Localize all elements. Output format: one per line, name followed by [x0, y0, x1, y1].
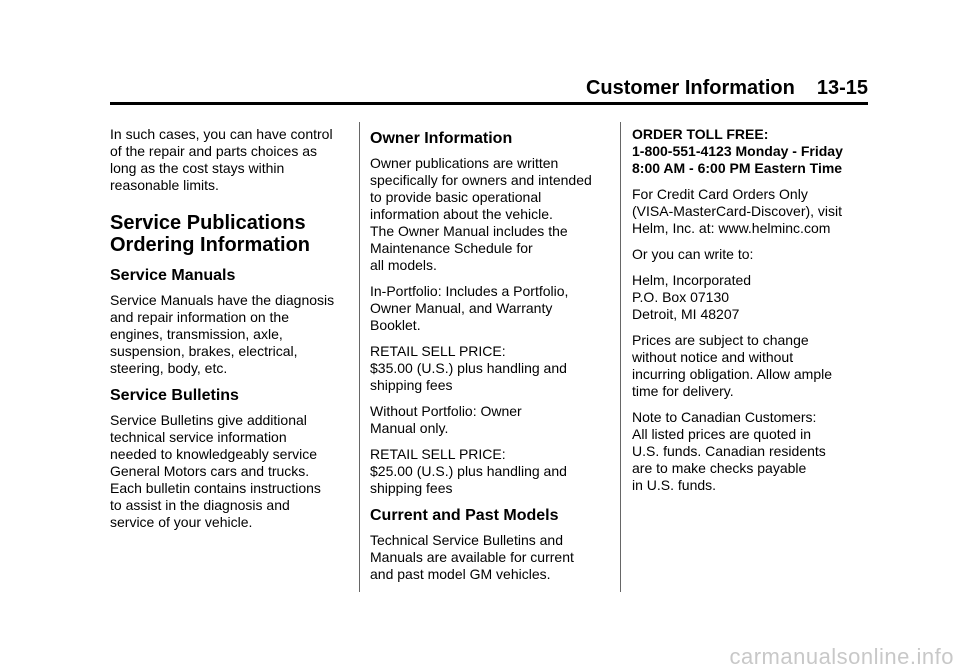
- without-portfolio-text: Without Portfolio: Owner Manual only.: [370, 403, 522, 436]
- current-past-models-heading: Current and Past Models: [370, 507, 559, 524]
- in-portfolio-text: In-Portfolio: Includes a Portfolio, Owner Manual, and Warranty Booklet.: [370, 283, 569, 333]
- header-rule: [110, 102, 868, 105]
- prices-notice: Prices are subject to change without notice and without incurring obligation. Allow ample time for delivery.: [632, 332, 832, 399]
- column-1: [110, 126, 350, 540]
- order-toll-free: ORDER TOLL FREE: 1-800-551-4123 Monday - Friday 8:00 AM - 6:00 PM Eastern Time: [632, 126, 843, 176]
- retail-price-2: RETAIL SELL PRICE: $25.00 (U.S.) plus handling and shipping fees: [370, 446, 567, 496]
- service-manuals-text: Service Manuals have the diagnosis and repair information on the engines, transmission, axle, suspension, brakes, electrical, steering, body, etc.: [110, 292, 335, 376]
- current-past-models-text: Technical Service Bulletins and Manuals are available for current and past model GM vehicles.: [370, 532, 574, 582]
- write-to-text: Or you can write to:: [632, 246, 754, 262]
- owner-information-heading: Owner Information: [370, 130, 513, 147]
- owner-information-text: Owner publications are written specifically for owners and intended to provide basic operational information about the vehicle. The Owner Manual includes the Maintenance Schedule for all models.: [370, 155, 592, 273]
- section-heading: Service Publications Ordering Information: [110, 212, 310, 256]
- column-3: [632, 126, 872, 503]
- service-manuals-heading: Service Manuals: [110, 267, 236, 284]
- column-divider-1: [359, 122, 360, 592]
- service-bulletins-text: Service Bulletins give additional technical service information needed to knowledgeably service General Motors cars and trucks. Each bulletin contains instructions to assist in the diagnosis and service of your vehicle.: [110, 412, 321, 530]
- service-bulletins-heading: Service Bulletins: [110, 387, 239, 404]
- column-divider-2: [620, 122, 621, 592]
- column-2: [370, 126, 610, 592]
- retail-price-1: RETAIL SELL PRICE: $35.00 (U.S.) plus handling and shipping fees: [370, 343, 567, 393]
- credit-card-orders: For Credit Card Orders Only (VISA-MasterCard-Discover), visit Helm, Inc. at: www.helminc.com: [632, 186, 843, 236]
- section-title: Customer Information: [585, 77, 795, 99]
- mailing-address: Helm, Incorporated P.O. Box 07130 Detroit, MI 48207: [632, 272, 752, 322]
- page-header: [110, 76, 868, 100]
- page-number: 13-15: [816, 77, 868, 99]
- intro-paragraph: In such cases, you can have control of the repair and parts choices as long as the cost stays within reasonable limits.: [110, 126, 333, 193]
- canadian-customers-note: Note to Canadian Customers: All listed prices are quoted in U.S. funds. Canadian residents are to make checks payable in U.S. funds.: [632, 409, 826, 493]
- site-watermark: carmanualsonline.info: [729, 644, 954, 669]
